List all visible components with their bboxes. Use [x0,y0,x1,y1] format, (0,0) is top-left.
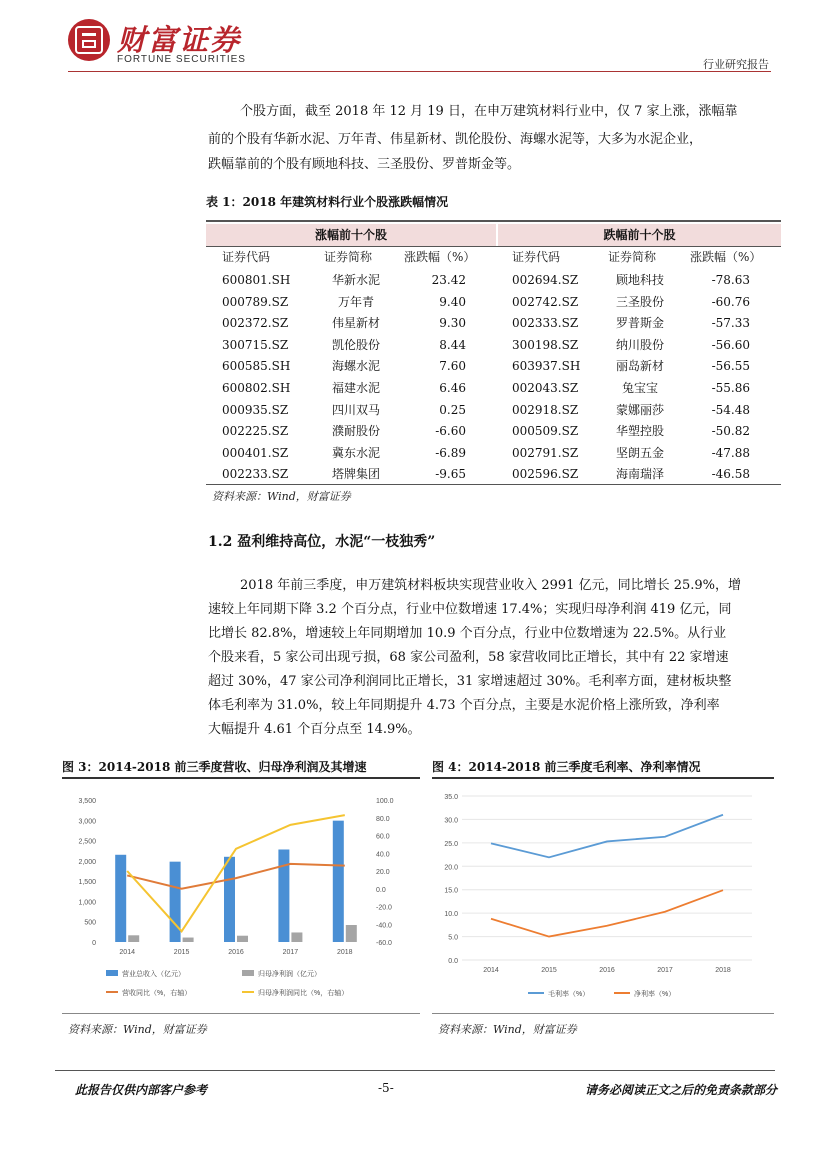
table-cell: 7.60 [439,359,466,374]
table-cell: -56.60 [711,337,750,352]
profit-bar [291,932,302,942]
table-row [206,356,781,378]
table-row [206,292,781,314]
table-cell: -55.86 [711,381,750,395]
col-header-code: 证券代码 [222,250,271,264]
y-tick-label: 3,500 [78,798,96,805]
table-cell: 600801.SH [222,273,291,287]
brand-logo-icon [68,19,110,61]
table-row [206,335,781,357]
table-cell: 300198.SZ [512,337,579,352]
table-cell: 兔宝宝 [621,381,658,395]
table-cell: 002791.SZ [512,445,579,460]
table-cell: 9.30 [439,316,466,331]
profit-bar [128,935,139,942]
fig4-caption: 图 4：2014-2018 前三季度毛利率、净利率情况 [432,760,701,774]
table-cell: 8.44 [439,337,466,352]
section-line-6: 体毛利率为 31.0%，较上年同期提升 4.73 个百分点，主要是水泥价格上涨所致，净利率 [208,698,720,713]
fig4-source: 资料来源：Wind，财富证券 [438,1023,577,1036]
x-tick-label: 2014 [483,967,499,974]
table-row [206,421,781,443]
y-tick-label: 3,000 [78,818,96,826]
revenue-growth-line [127,864,345,889]
y-tick-label: 25.0 [444,840,458,848]
legend-label-revenue: 营业总收入（亿元） [122,971,185,978]
table-cell: 002596.SZ [512,467,579,482]
table-cell: 600802.SH [222,381,291,395]
col-header-change: 涨跌幅（%） [404,250,476,264]
table-cell: 002742.SZ [512,294,579,309]
stock-change-table [206,220,781,490]
header-divider [68,71,771,72]
section-title: 1.2 盈利维持高位，水泥“一枝独秀” [208,534,436,550]
table-cell: 坚朗五金 [615,445,664,460]
y2-tick-label: -60.0 [376,940,392,947]
y-tick-label: 0.0 [448,958,458,965]
table-cell: 9.40 [439,294,466,309]
y-tick-label: 1,500 [78,879,96,887]
intro-line-3: 跌幅靠前的个股有顾地科技、三圣股份、罗普斯金等。 [208,157,521,172]
table-cell: -56.55 [711,359,750,374]
table-cell: 四川双马 [331,402,380,417]
table-cell: 23.42 [431,273,466,287]
y2-tick-label: 100.0 [376,798,394,805]
table-cell: 福建水泥 [331,381,380,395]
table1-source: 资料来源：Wind，财富证券 [212,490,351,503]
legend-swatch-profit [242,970,254,976]
footer-disclaimer-right: 请务必阅读正文之后的免责条款部分 [584,1083,777,1097]
table-cell: -47.88 [711,445,750,460]
table-cell: 华塑控股 [615,424,664,439]
table-cell: 002372.SZ [222,316,289,331]
x-tick-label: 2016 [599,967,615,974]
legend-swatch-revenue [106,970,118,976]
y-tick-label: 35.0 [444,794,458,801]
table-row [206,400,781,422]
brand-name-cn: 财富证券 [117,23,242,57]
profit-bar [237,936,248,942]
intro-line-1: 个股方面，截至 2018 年 12 月 19 日，在申万建筑材料行业中，仅 7 家上涨，涨幅靠 [240,104,738,119]
table-cell: -57.33 [711,316,750,331]
table-cell: 600585.SH [222,359,291,374]
legend-label-rev-growth: 营收同比（%，右轴） [122,990,192,997]
group-header-up: 涨幅前十个股 [206,224,496,246]
y2-tick-label: 20.0 [376,869,390,876]
x-tick-label: 2018 [337,949,353,956]
table-cell: 冀东水泥 [331,445,380,460]
table-cell: 万年青 [337,294,374,309]
table-cell: 300715.SZ [222,337,289,352]
y-tick-label: 20.0 [444,864,458,872]
table-cell: -60.76 [711,294,750,309]
table-cell: -6.89 [435,445,466,460]
x-tick-label: 2017 [657,967,673,974]
table-cell: 罗普斯金 [615,316,664,331]
y2-tick-label: 80.0 [376,815,390,823]
table-cell: 三圣股份 [615,294,664,309]
table-cell: 6.46 [439,381,466,395]
table-cell: 塔牌集团 [331,467,380,482]
intro-line-2: 前的个股有华新水泥、万年青、伟星新材、凯伦股份、海螺水泥等，大多为水泥企业， [208,132,703,147]
table-cell: -46.58 [711,467,750,482]
section-line-4: 个股来看，5 家公司出现亏损，68 家公司盈利，58 家营收同比正增长，其中有 22 家增速 [208,650,729,665]
table-cell: 伟星新材 [331,316,380,331]
table-cell: 000509.SZ [512,424,579,439]
legend-label-profit: 归母净利润（亿元） [258,971,321,978]
group-header-down: 跌幅前十个股 [498,224,781,246]
table-row [206,313,781,335]
brand-name-en: FORTUNE SECURITIES [117,54,246,65]
legend-label-gross: 毛利率（%） [548,991,590,998]
x-tick-label: 2016 [228,949,244,956]
fig4-chart [432,782,774,1012]
y2-tick-label: 60.0 [376,833,390,841]
y-tick-label: 2,500 [78,838,96,846]
report-type: 行业研究报告 [703,58,769,71]
table-cell: 丽岛新材 [615,359,664,374]
section-line-2: 速较上年同期下降 3.2 个百分点，行业中位数增速 17.4%；实现归母净利润 419 亿元，同 [208,602,732,617]
fig3-source: 资料来源：Wind，财富证券 [68,1023,207,1036]
footer-disclaimer-left: 此报告仅供内部客户参考 [75,1083,208,1097]
section-line-3: 比增长 82.8%，增速较上年同期增加 10.9 个百分点，行业中位数增速为 22.5%。从行业 [208,626,727,641]
section-line-7: 大幅提升 4.61 个百分点至 14.9%。 [208,722,421,737]
table-cell: -78.63 [711,273,750,287]
table-cell: 濮耐股份 [331,424,380,439]
section-line-5: 超过 30%，47 家公司净利润同比正增长，31 家增速超过 30%。毛利率方面，建材板块整 [208,674,732,689]
table-cell: 000789.SZ [222,294,289,309]
y-tick-label: 0 [92,940,96,947]
table-cell: 000401.SZ [222,445,289,460]
y-tick-label: 1,000 [78,899,96,907]
table-cell: 0.25 [439,402,466,417]
revenue-bar [170,862,181,942]
table-cell: 002233.SZ [222,467,289,482]
col-header-name-2: 证券简称 [608,250,657,264]
revenue-bar [333,821,344,942]
y-tick-label: 15.0 [444,887,458,895]
table-cell: 顾地科技 [615,273,664,287]
table-cell: 凯伦股份 [331,337,380,352]
y2-tick-label: -40.0 [376,922,392,930]
x-tick-label: 2018 [715,967,731,974]
x-tick-label: 2014 [119,949,135,956]
y2-tick-label: 0.0 [376,886,386,894]
fig3-caption: 图 3：2014-2018 前三季度营收、归母净利润及其增速 [62,760,367,774]
table-cell: 002694.SZ [512,273,579,287]
table-cell: 002333.SZ [512,316,579,331]
table-row [206,270,781,292]
revenue-bar [224,857,235,942]
gross-margin-line [491,815,723,858]
table-cell: 海南瑞泽 [615,467,664,482]
legend-label-net: 净利率（%） [634,991,676,998]
profit-bar [183,938,194,942]
table-cell: -9.65 [435,467,466,482]
table-cell: 海螺水泥 [331,359,380,374]
revenue-bar [115,855,126,942]
y-tick-label: 30.0 [444,817,458,825]
col-header-name: 证券简称 [324,250,373,264]
y2-tick-label: -20.0 [376,904,392,912]
profit-bar [346,925,357,942]
y-tick-label: 2,000 [78,858,96,866]
section-line-1: 2018 年前三季度，申万建筑材料板块实现营业收入 2991 亿元，同比增长 25.9%，增 [240,578,741,593]
y-tick-label: 500 [84,919,96,927]
col-header-code-2: 证券代码 [512,250,561,264]
profit-growth-line [127,815,345,931]
table-cell: -54.48 [711,402,750,417]
table-cell: 蒙娜丽莎 [615,402,664,417]
table-cell: 000935.SZ [222,402,289,417]
x-tick-label: 2015 [173,949,190,956]
table-cell: 002043.SZ [512,381,579,395]
table-row [206,464,781,486]
table-cell: 华新水泥 [331,273,380,287]
table-cell: 603937.SH [512,359,581,374]
table-row [206,443,781,465]
table-cell: 002918.SZ [512,402,579,417]
y2-tick-label: 40.0 [376,851,390,859]
table1-caption: 表 1：2018 年建筑材料行业个股涨跌幅情况 [206,195,449,209]
fig3-chart [62,782,420,1012]
col-header-change-2: 涨跌幅（%） [690,250,762,264]
x-tick-label: 2017 [282,949,299,956]
table-cell: 纳川股份 [615,337,664,352]
table-cell: -50.82 [711,424,750,439]
y-tick-label: 5.0 [448,934,458,942]
page-number: -5- [378,1081,394,1095]
table-cell: -6.60 [435,424,466,439]
x-tick-label: 2015 [541,967,557,974]
revenue-bar [278,849,289,942]
table-cell: 002225.SZ [222,424,289,439]
table-row [206,378,781,400]
legend-label-profit-growth: 归母净利润同比（%，右轴） [258,990,349,997]
y-tick-label: 10.0 [444,911,458,919]
